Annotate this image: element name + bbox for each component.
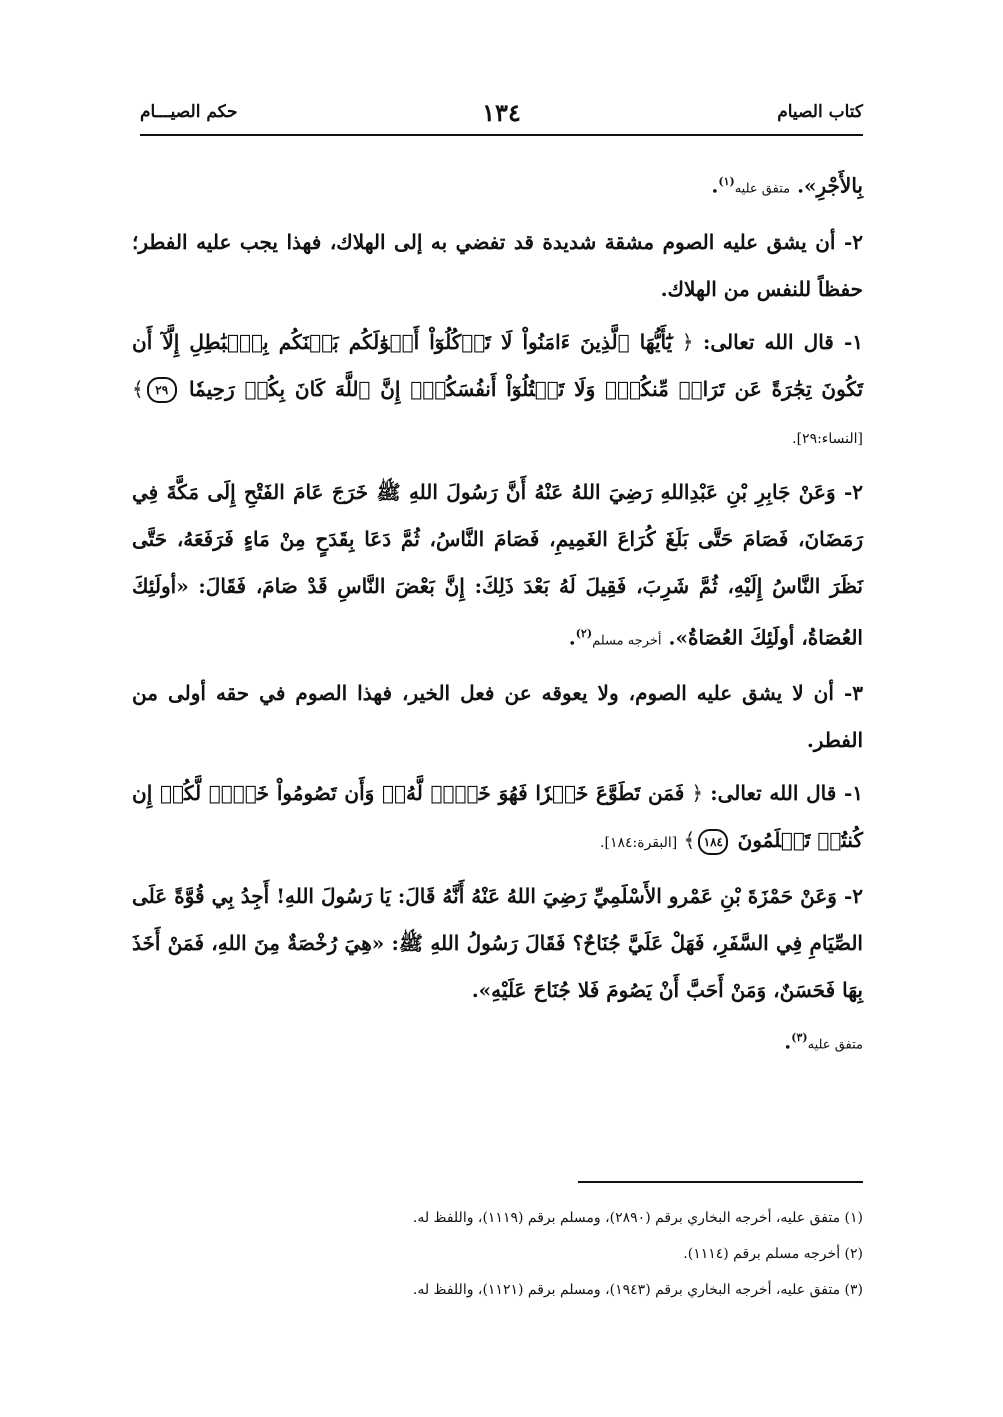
footnote-1: (١) متفق عليه، أخرجه البخاري برقم (٢٨٩٠)، ومسلم برقم (١١١٩)، واللفظ له. [412,1210,863,1226]
hadith-ending: بِالأَجْرِ». [797,173,863,198]
hadith-hamzah [132,873,863,1069]
verse-text: يَٰٓأَيُّهَا ٱلَّذِينَ ءَامَنُواْ لَا تَأۡكُلُوٓاْ أَمۡوَٰلَكُم بَيۡنَكُم بِٱلۡبَٰطِلِ إِلَّآ أَن تَكُونَ تِجَٰرَةً عَن تَرَاضٖ مِّنكُمۡۚ وَلَا تَقۡتُلُوٓاْ أَنفُسَكُمۡۚ إِنَّ ٱللَّهَ كَانَ بِكُمۡ رَحِيمٗا [132,329,864,401]
source-note: أخرجه مسلم [592,633,662,649]
verse-intro: ١- قال الله تعالى: [702,329,864,354]
verse-intro: ١- قال الله تعالى: [710,781,864,806]
footnotes [140,1200,863,1308]
open-ornament: ﴿ [681,329,694,354]
close-ornament: ﴾ [132,376,144,401]
verse-text: فَمَن تَطَوَّعَ خَيۡرٗا فَهُوَ خَيۡرٞ لَّهُۥۚ وَأَن تَصُومُواْ خَيۡرٞ لَّكُمۡ إِن كُنتُمۡ تَعۡلَمُونَ [132,781,863,853]
source-note: متفق عليه [807,1037,863,1053]
running-header [140,100,863,136]
footnote-marker: (١) [718,175,735,188]
footnote-separator [578,1181,863,1183]
page-number: ١٣٤ [482,98,521,127]
footnote-marker: (٢) [575,626,593,640]
paragraph-continuation [132,158,863,213]
period: . [784,1029,792,1054]
page-body [132,158,863,1075]
book-title: كتاب الصيام [777,102,863,122]
source-note: متفق عليه [734,181,791,197]
verse-reference: [البقرة:١٨٤]. [600,835,678,852]
verse-reference: [النساء:٢٩]. [792,430,863,447]
chapter-title: حكم الصيـــام [140,102,238,122]
period: . [711,173,719,198]
quran-verse-nisa [132,319,863,463]
quran-verse-baqarah [132,770,863,867]
footnote-3: (٣) متفق عليه، أخرجه البخاري برقم (١٩٤٣)، ومسلم برقم (١١٢١)، واللفظ له. [412,1282,863,1298]
hadith-text: ٢- وَعَنْ جَابِرِ بْنِ عَبْدِاللهِ رَضِيَ اللهُ عَنْهُ أَنَّ رَسُولَ اللهِ ﷺ خَرَجَ عَامَ الفَتْحِ إِلَى مَكَّةَ فِي رَمَضَانَ، فَصَامَ حَتَّى بَلَغَ كُرَاعَ الغَمِيمِ، فَصَامَ النَّاسُ، ثُمَّ دَعَا بِقَدَحٍ مِنْ مَاءٍ فَرَفَعَهُ، حَتَّى نَظَرَ النَّاسُ إِلَيْهِ، ثُمَّ شَرِبَ، فَقِيلَ لَهُ بَعْدَ ذَلِكَ: إِنَّ بَعْضَ النَّاسِ قَدْ صَامَ، فَقَالَ: «أولَئِكَ العُصَاةُ، أولَئِكَ العُصَاةُ». [132,479,863,650]
footnote-marker: (٣) [791,1031,808,1045]
ayah-number-badge: ٢٩ [147,377,177,403]
case-two-paragraph: ٢- أن يشق عليه الصوم مشقة شديدة قد تفضي به إلى الهلاك، فهذا يجب عليه الفطر؛ حفظاً للنفس من الهلاك. [132,229,863,301]
open-ornament: ﴿ [691,781,704,806]
hadith-text: ٢- وَعَنْ حَمْزَةَ بْنِ عَمْرو الأَسْلَمِيِّ رَضِيَ اللهُ عَنْهُ أَنَّهُ قَالَ: يَا رَسُولَ اللهِ! أَجِدُ بِي قُوَّةً عَلَى الصِّيَامِ فِي السَّفَرِ، فَهَلْ عَلَيَّ جُنَاحٌ؟ فَقَالَ رَسُولُ اللهِ ﷺ: «هِيَ رُخْصَةٌ مِنَ اللهِ، فَمَنْ أَخَذَ بِهَا فَحَسَنٌ، وَمَنْ أَحَبَّ أَنْ يَصُومَ فَلا جُنَاحَ عَلَيْهِ». [132,884,863,1003]
period: . [568,625,576,650]
hadith-jabir [132,469,863,665]
footnote-2: (٢) أخرجه مسلم برقم (١١١٤). [683,1246,863,1262]
ayah-number-badge: ١٨٤ [698,829,728,855]
close-ornament: ﴾ [683,828,696,853]
case-three-paragraph: ٣- أن لا يشق عليه الصوم، ولا يعوقه عن فعل الخير، فهذا الصوم في حقه أولى من الفطر. [132,681,863,753]
